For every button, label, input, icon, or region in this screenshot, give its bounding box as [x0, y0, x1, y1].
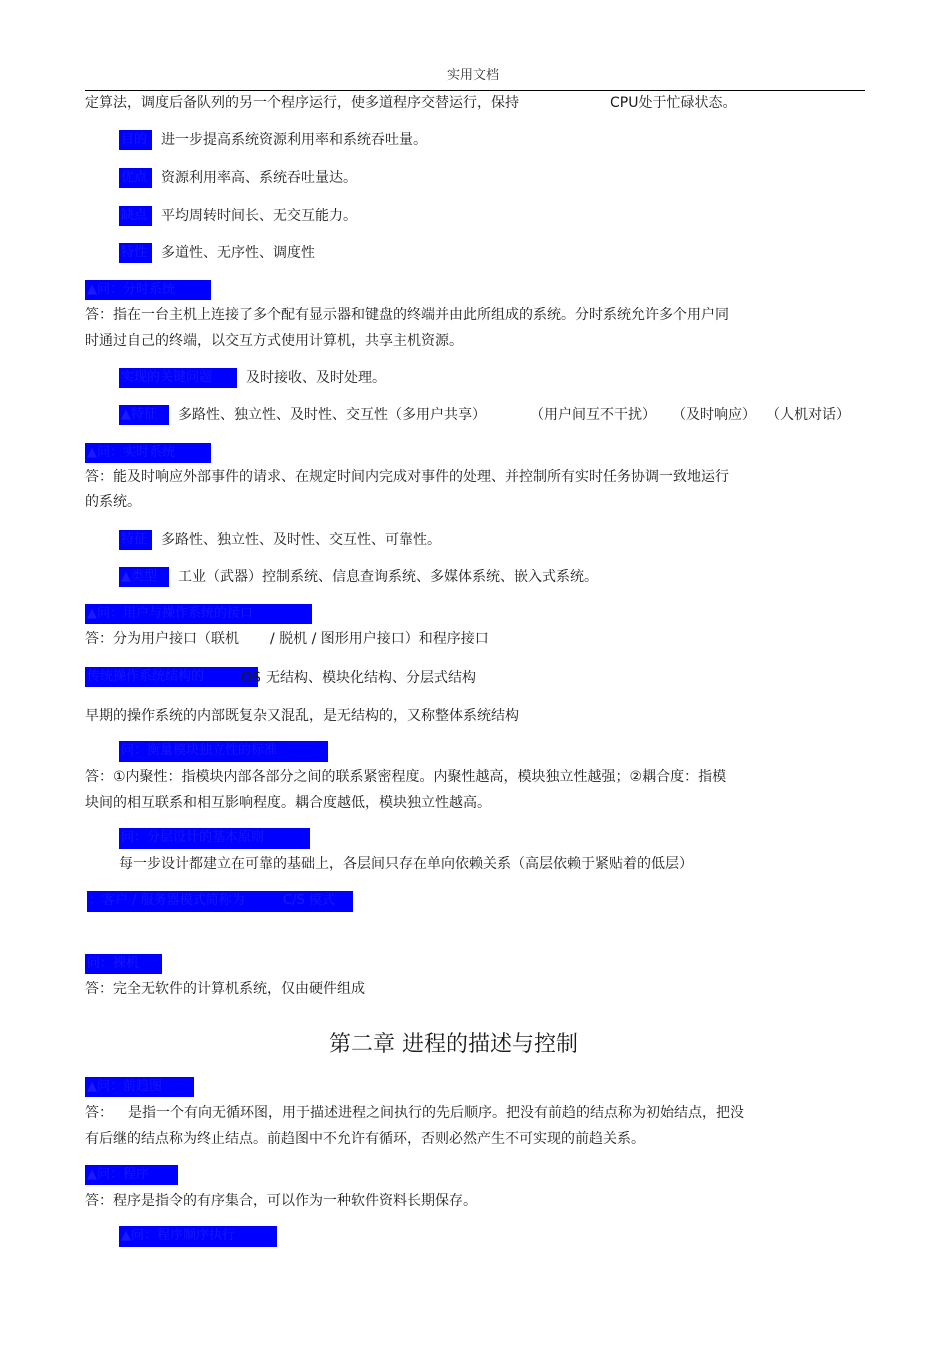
- rt-feature-text: 多路性、独立性、及时性、交互性、可靠性。: [161, 532, 441, 548]
- answer-module-line1: 答：①内聚性：指模块内部各部分之间的联系紧密程度。内聚性越高，模块独立性越强；②耦合度：指模: [85, 769, 727, 785]
- answer-timesharing-line2: 时通过自己的终端，以交互方式使用计算机，共享主机资源。: [85, 333, 463, 349]
- question-bare-highlight: 问：裸机: [85, 954, 162, 974]
- os-structure-text: 无结构、模块化结构、分层式结构: [266, 670, 476, 686]
- ts-feature-note-3: （人机对话）: [766, 407, 850, 423]
- advantage-text: 资源利用率高、系统吞吐量达。: [161, 170, 357, 186]
- answer-precedence-line2: 有后继的结点称为终止结点。前趋图中不允许有循环，否则必然产生不可实现的前趋关系。: [85, 1131, 645, 1147]
- question-interface-highlight: ▲问：用户与操作系统的接口: [85, 604, 312, 624]
- ts-feature-note-2: （及时响应）: [672, 407, 756, 423]
- os-structure-highlight: 传统操作系统结构的: [85, 667, 258, 687]
- question-timesharing-highlight: ▲问：分时系统: [85, 280, 211, 300]
- cs-mode-term: C/S 模式: [283, 893, 335, 908]
- answer-precedence-label: 答：: [85, 1105, 113, 1121]
- paragraph-text: 定算法，调度后备队列的另一个程序运行，使多道程序交替运行，保持: [85, 95, 519, 111]
- goal-highlight: 目的: [119, 130, 152, 150]
- page-header: 实用文档: [447, 68, 500, 83]
- key-issue-text: 及时接收、及时处理。: [246, 370, 386, 386]
- key-issue-highlight: 实现的关键问题: [119, 368, 237, 388]
- rt-type-text: 工业（武器）控制系统、信息查询系统、多媒体系统、嵌入式系统。: [178, 569, 598, 585]
- answer-interface-text-2: / 脱机 / 图形用户接口）和程序接口: [270, 631, 489, 647]
- cs-mode-highlight: ：客户 / 服务器模式简称为: [87, 891, 353, 912]
- question-precedence-highlight: ▲问：前趋图: [85, 1077, 194, 1097]
- disadvantage-text: 平均周转时间长、无交互能力。: [161, 208, 357, 224]
- ts-feature-text: 多路性、独立性、及时性、交互性（多用户共享）: [178, 407, 486, 423]
- disadvantage-highlight: 缺点: [119, 206, 152, 226]
- answer-bare-text: 答：完全无软件的计算机系统，仅由硬件组成: [85, 981, 365, 997]
- feature-highlight: 特性: [119, 243, 152, 263]
- question-module-highlight: 问：衡量模块独立性的标准: [119, 741, 328, 762]
- goal-text: 进一步提高系统资源利用率和系统吞吐量。: [161, 132, 427, 148]
- answer-realtime-line2: 的系统。: [85, 494, 141, 510]
- ts-feature-highlight: ▲特征: [119, 405, 169, 425]
- os-structure-os: OS: [241, 670, 261, 686]
- answer-layer-text: 每一步设计都建立在可靠的基础上，各层间只存在单向依赖关系（高层依赖于紧贴着的低层）: [119, 856, 693, 872]
- header-rule: [85, 90, 865, 91]
- answer-timesharing-line1: 答：指在一台主机上连接了多个配有显示器和键盘的终端并由此所组成的系统。分时系统允许多个用户同: [85, 307, 729, 323]
- rt-type-highlight: ▲类型: [119, 567, 169, 587]
- answer-program-text: 答：程序是指令的有序集合，可以作为一种软件资料长期保存。: [85, 1193, 477, 1209]
- chapter-title: 第二章 进程的描述与控制: [329, 1032, 578, 1057]
- answer-realtime-line1: 答：能及时响应外部事件的请求、在规定时间内完成对事件的处理、并控制所有实时任务协调一致地运行: [85, 469, 729, 485]
- answer-module-line2: 块间的相互联系和相互影响程度。耦合度越低，模块独立性越高。: [85, 795, 491, 811]
- question-program-highlight: ▲问：程序: [85, 1165, 178, 1185]
- question-realtime-highlight: ▲问：实时系统: [85, 443, 211, 463]
- ts-feature-note-1: （用户间互不干扰）: [530, 407, 656, 423]
- rt-feature-highlight: 特征: [119, 530, 152, 550]
- advantage-highlight: 优点: [119, 168, 152, 188]
- answer-interface-text: 答：分为用户接口（联机: [85, 631, 239, 647]
- question-layer-highlight: 问：分层设计的基本原则: [119, 828, 310, 849]
- answer-precedence-line1: 是指一个有向无循环图，用于描述进程之间执行的先后顺序。把没有前趋的结点称为初始结点，把没: [128, 1105, 744, 1121]
- early-os-text: 早期的操作系统的内部既复杂又混乱，是无结构的，又称整体系统结构: [85, 708, 519, 724]
- feature-text: 多道性、无序性、调度性: [161, 245, 315, 261]
- paragraph-cpu-text: CPU处于忙碌状态。: [610, 95, 737, 111]
- question-sequential-highlight: ▲问：程序顺序执行: [119, 1226, 277, 1247]
